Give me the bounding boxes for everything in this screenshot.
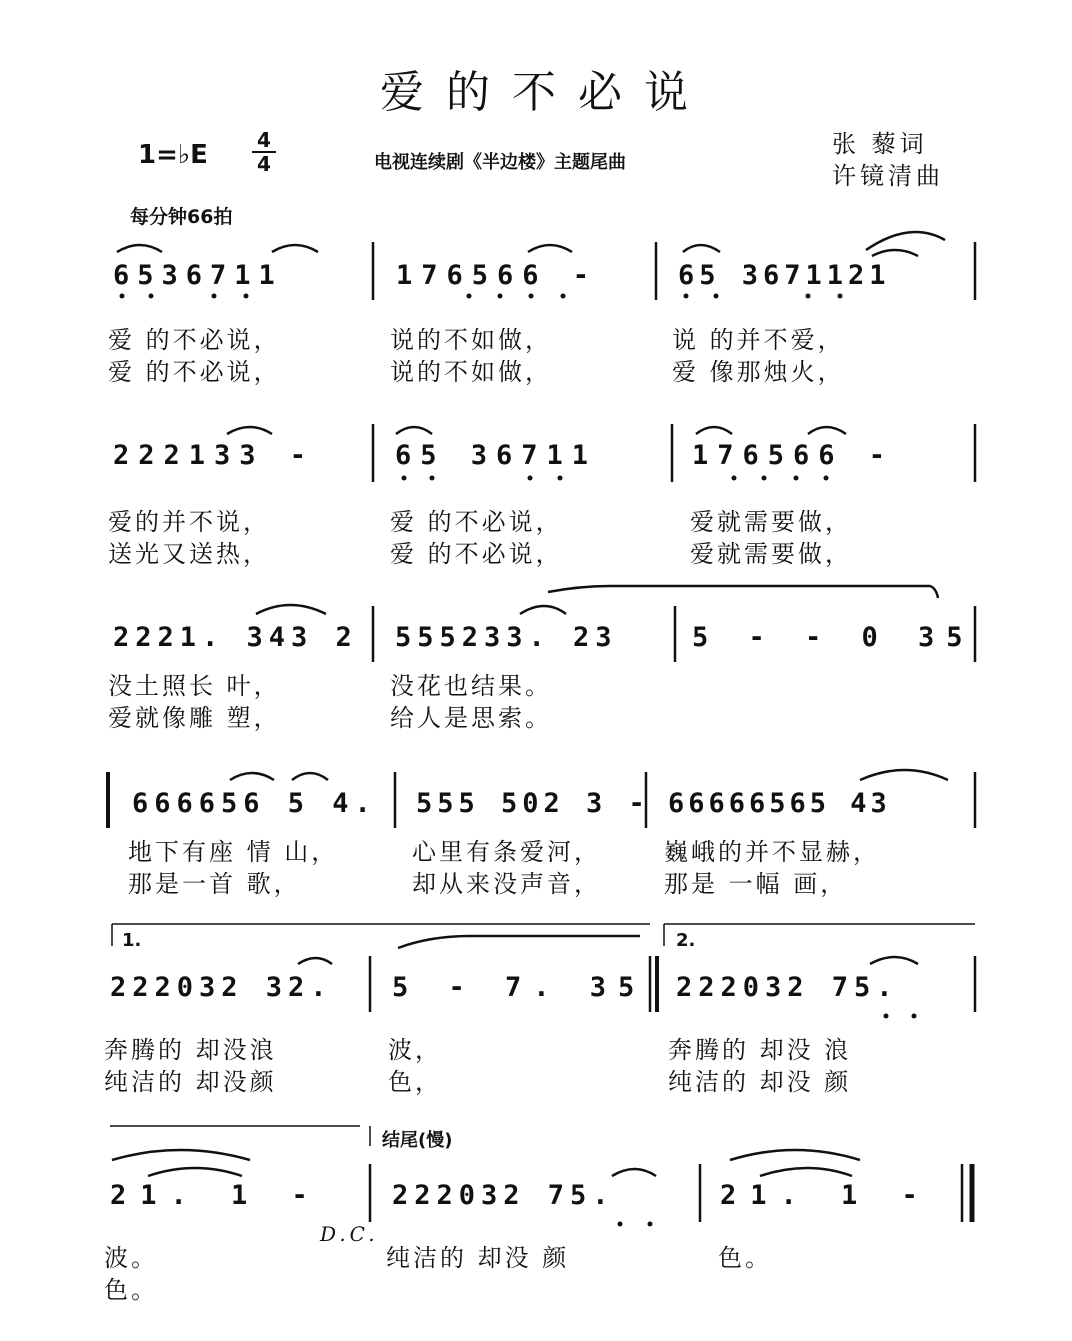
lyric-s1-v2-m1: 爱 的不必说， [108, 358, 281, 386]
lyric-s6-v1-m1: 波。 [104, 1244, 158, 1272]
lyric-s1-v2-m3: 爱 像那烛火， [672, 358, 845, 386]
lyric-s6-v1-m2: 纯洁的 却没 颜 [386, 1244, 570, 1272]
lyricist-credit: 张 藜词 [832, 130, 928, 158]
key-signature: 1=♭E [138, 140, 208, 170]
notes-s5-m2: 5 - 7. 35 [392, 972, 647, 1003]
lyric-s5-v2-m2: 色， [388, 1068, 442, 1096]
lyric-s5-v2-m3: 纯洁的 却没 颜 [668, 1068, 852, 1096]
lyric-s1-v1-m3: 说 的并不爱， [672, 326, 845, 354]
lyric-s5-v1-m2: 波， [388, 1036, 442, 1064]
lyric-s4-v1-m2: 心里有条爱河， [412, 838, 601, 866]
notes-s1-m2: 176566 - [396, 260, 599, 291]
lyric-s5-v1-m1: 奔腾的 却没浪 [104, 1036, 277, 1064]
lyric-s2-v2-m1: 送光又送热， [108, 540, 270, 568]
lyric-s3-v1-m2: 没花也结果。 [390, 672, 552, 700]
lyric-s4-v2-m1: 那是一首 歌， [128, 870, 301, 898]
notes-s2-m3: 176566 - [692, 440, 895, 471]
song-subtitle: 电视连续剧《半边楼》主题尾曲 [374, 152, 626, 173]
lyric-s2-v2-m2: 爱 的不必说， [390, 540, 563, 568]
da-capo-marking: D.C. [320, 1222, 379, 1246]
lyric-s1-v1-m2: 说的不如做， [390, 326, 552, 354]
composer-credit: 许镜清曲 [832, 162, 944, 190]
notes-s3-m2: 555233. 23 [395, 622, 618, 653]
lyric-s3-v2-m2: 给人是思索。 [390, 704, 552, 732]
second-ending-label: 2. [676, 930, 696, 951]
lyric-s4-v2-m3: 那是 一幅 画， [664, 870, 848, 898]
notes-s6-m2: 222032 75. [392, 1180, 615, 1211]
notes-s4-m1: 666656 5 4. [132, 788, 377, 819]
coda-label: 结尾(慢) [382, 1130, 453, 1151]
lyric-s5-v1-m3: 奔腾的 却没 浪 [668, 1036, 852, 1064]
notes-s6-m3: 21. 1 - [720, 1180, 932, 1211]
lyric-s5-v2-m1: 纯洁的 却没颜 [104, 1068, 277, 1096]
lyric-s1-v2-m2: 说的不如做， [390, 358, 552, 386]
notes-s2-m2: 65 36711 [395, 440, 598, 471]
lyric-s6-v2-m1: 色。 [104, 1276, 158, 1304]
notes-s4-m3: 66666565 43 [668, 788, 891, 819]
lyric-s4-v1-m1: 地下有座 情 山， [128, 838, 339, 866]
lyric-s6-v1-m3: 色。 [718, 1244, 772, 1272]
notes-s1-m3: 65 3671121 [678, 260, 891, 291]
notes-s5-m3: 222032 75. [676, 972, 899, 1003]
time-signature-bottom: 4 [257, 152, 271, 176]
notes-s1-m1: 6536711 [113, 260, 283, 291]
tempo-marking: 每分钟66拍 [130, 206, 233, 228]
notes-s4-m2: 555 502 3 - [416, 788, 650, 819]
song-title: 爱的不必说 [380, 67, 710, 118]
lyric-s4-v2-m2: 却从来没声音， [412, 870, 601, 898]
lyric-s3-v1-m1: 没土照长 叶， [108, 672, 281, 700]
lyric-s2-v1-m3: 爱就需要做， [690, 508, 852, 536]
notes-s3-m3: 5 - - 0 35 [692, 622, 975, 653]
lyric-s2-v1-m2: 爱 的不必说， [390, 508, 563, 536]
lyric-s4-v1-m3: 巍峨的并不显赫， [664, 838, 880, 866]
lyric-s2-v2-m3: 爱就需要做， [690, 540, 852, 568]
notes-s3-m1: 2221. 343 2 [113, 622, 358, 653]
notes-s5-m1: 222032 32. [110, 972, 333, 1003]
first-ending-label: 1. [122, 930, 142, 951]
notes-s2-m1: 222133 - [113, 440, 316, 471]
lyric-s3-v2-m1: 爱就像雕 塑， [108, 704, 281, 732]
lyric-s2-v1-m1: 爱的并不说， [108, 508, 270, 536]
notes-s6-m1: 21. 1 - [110, 1180, 322, 1211]
lyric-s1-v1-m1: 爱 的不必说， [108, 326, 281, 354]
time-signature-top: 4 [257, 128, 271, 152]
